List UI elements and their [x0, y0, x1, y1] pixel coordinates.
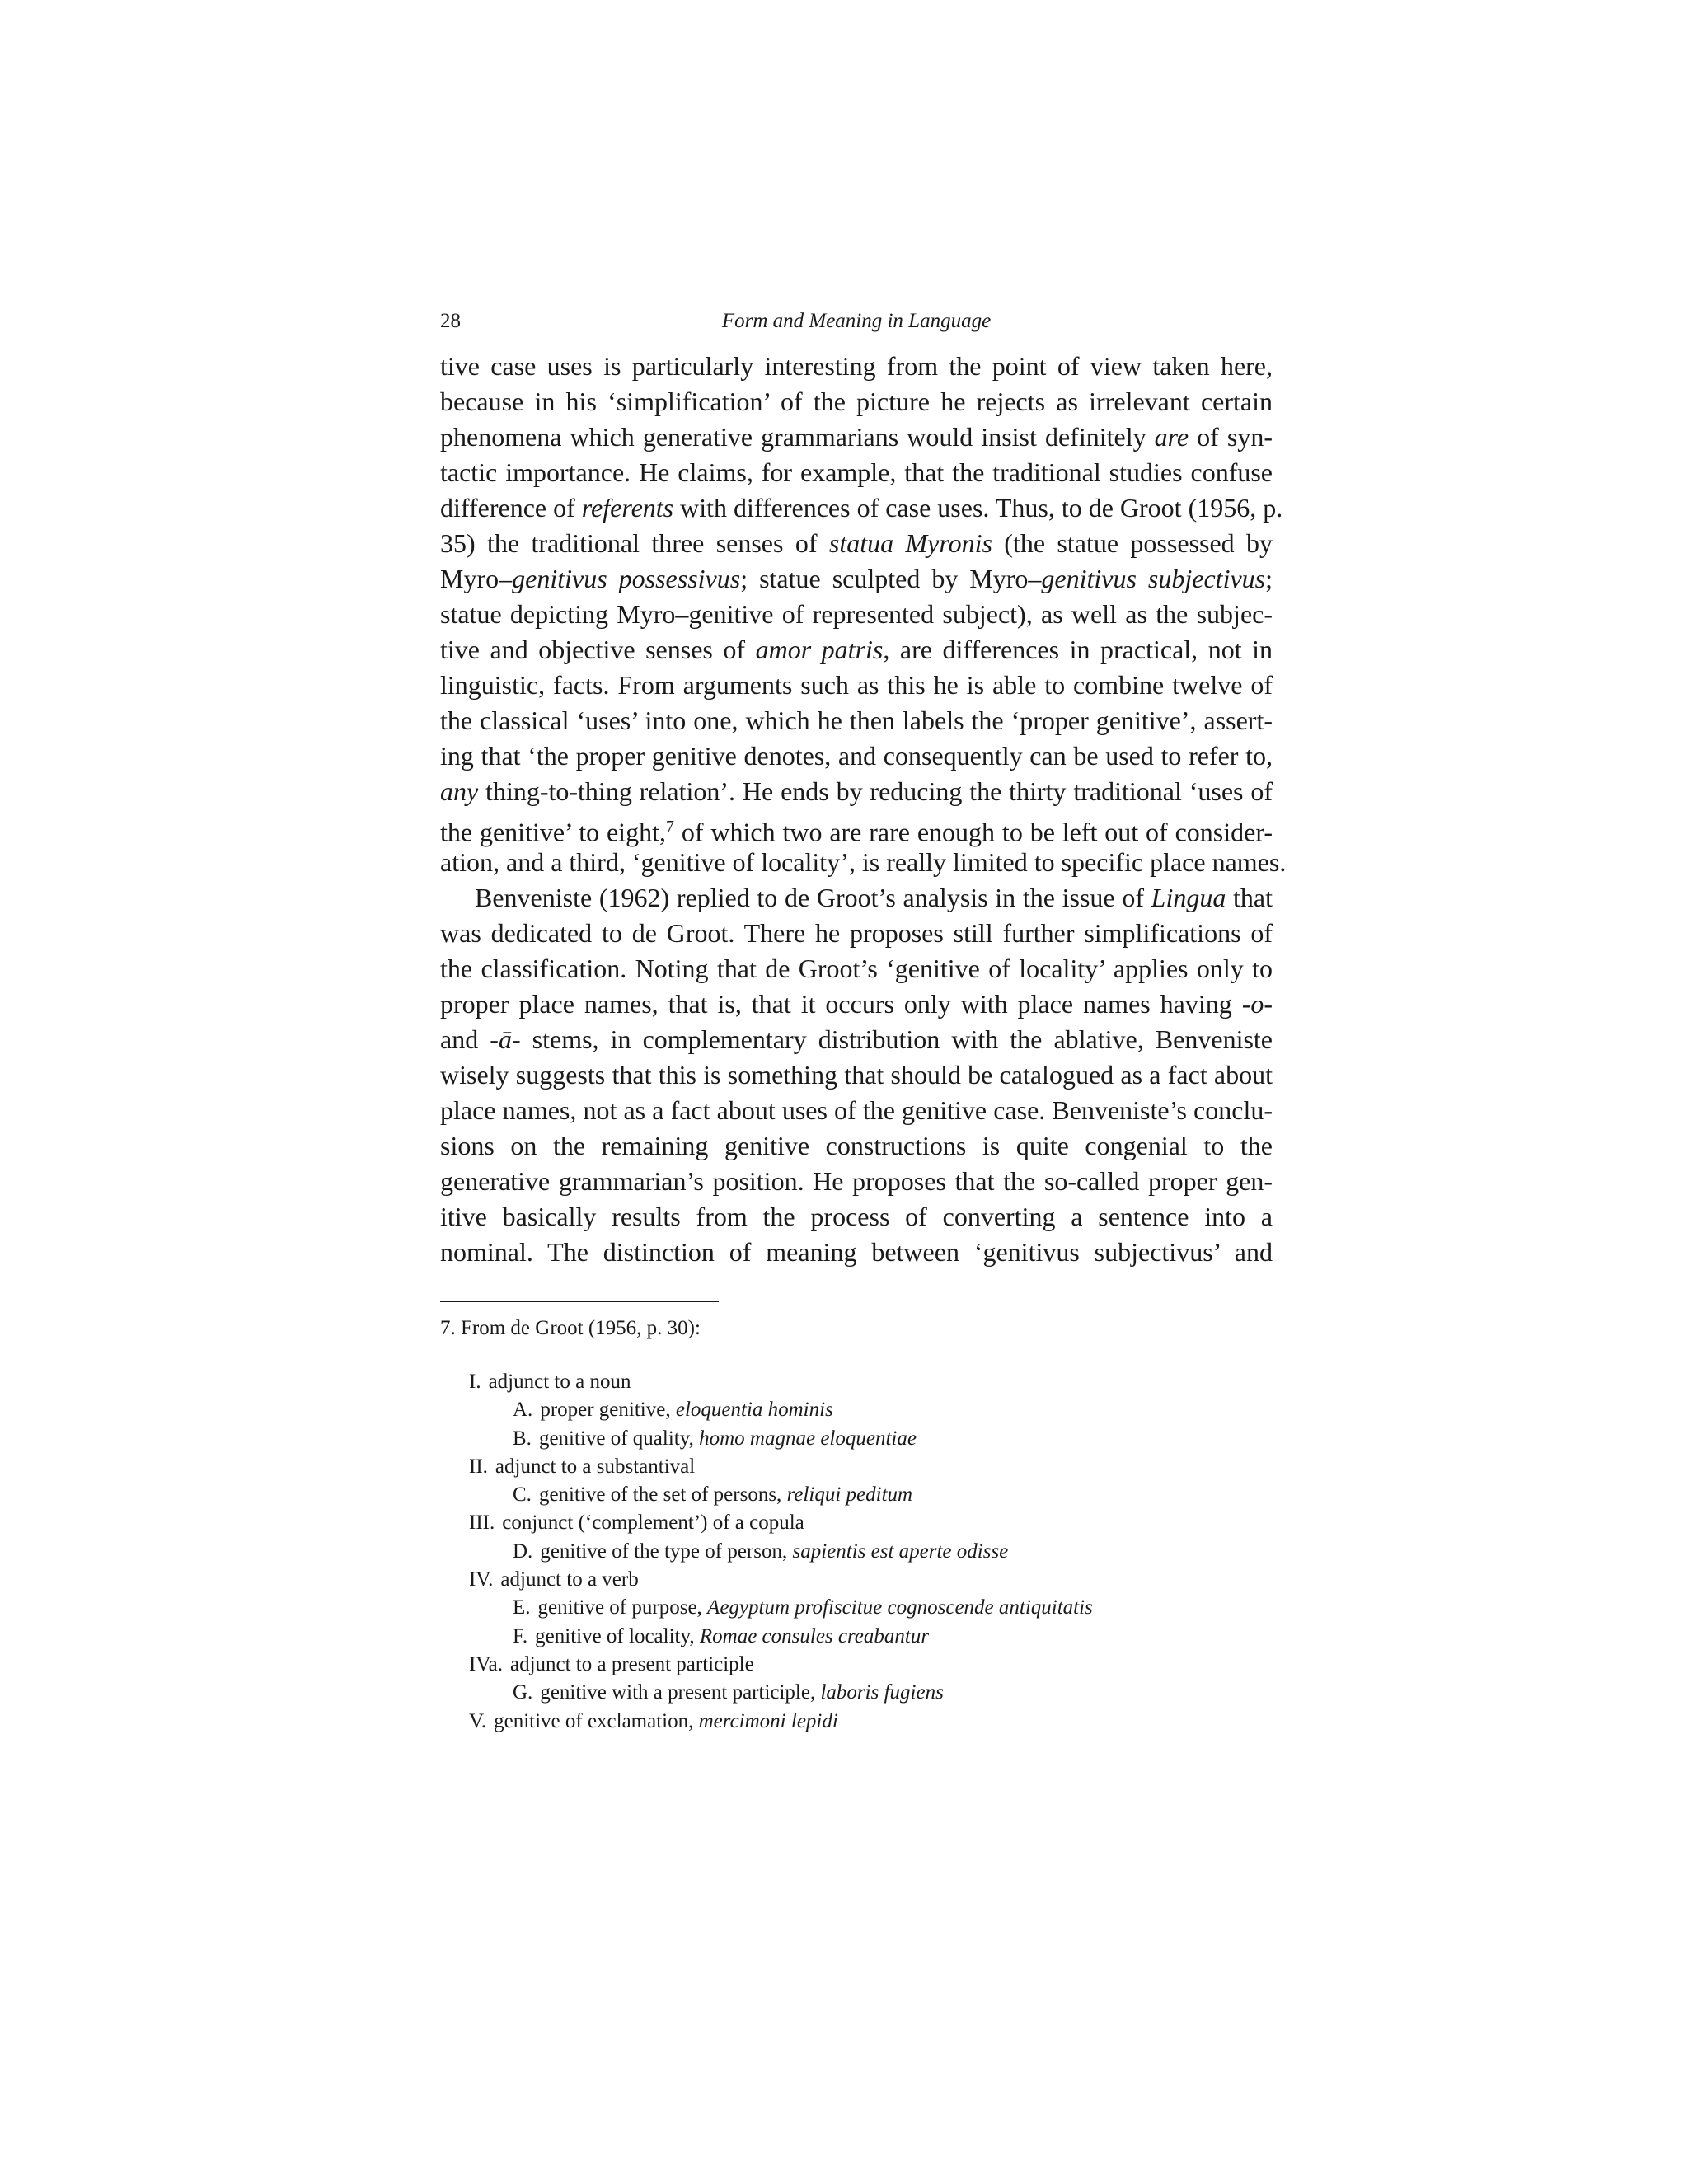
text-segment: statua Myronis: [828, 528, 992, 558]
footnote-item: [440, 1566, 1273, 1594]
footnote-item-text: adjunct to a verb: [500, 1568, 639, 1591]
text-line: [440, 880, 1273, 916]
footnote-item-text: adjunct to a substantival: [495, 1455, 696, 1478]
text-segment: 7: [665, 818, 674, 836]
text-segment: the classification. Noting that de Groot’s ‘genitive of locality’ applies only to: [440, 954, 1273, 983]
text-segment: ation, and a third, ‘genitive of locality’, is really limited to specific place names.: [440, 847, 1287, 877]
text-line: [440, 1057, 1273, 1093]
text-segment: statue depicting Myro–genitive of represented subject), as well as the subjec-: [440, 599, 1273, 629]
text-segment: , are differences in practical, not in: [883, 635, 1273, 664]
text-line: [440, 490, 1283, 526]
text-line: [440, 987, 1273, 1022]
text-line: [440, 349, 1273, 384]
text-line: [440, 561, 1273, 597]
text-segment: of syn-: [1189, 422, 1273, 452]
text-segment: because in his ‘simplification’ of the picture he rejects as irrelevant certain: [440, 387, 1273, 416]
footnote-item-label: F.: [513, 1624, 528, 1647]
footnote-item-label: IVa.: [469, 1652, 503, 1675]
footnote-list: [440, 1368, 1273, 1736]
text-segment: linguistic, facts. From arguments such as this he is able to combine twelve of: [440, 670, 1273, 700]
footnote-item-text: genitive of quality,: [538, 1427, 700, 1450]
footnote-item-example: homo magnae eloquentiae: [699, 1427, 917, 1450]
text-line: [440, 703, 1273, 738]
text-line: [440, 845, 1287, 880]
footnote-item-label: E.: [513, 1596, 531, 1619]
footnote-item: [440, 1538, 1273, 1566]
footnote-item-label: IV.: [469, 1568, 494, 1591]
text-segment: wisely suggests that this is something that should be catalogued as a fact about: [440, 1060, 1273, 1090]
text-line: [440, 1128, 1273, 1164]
text-segment: that: [1226, 883, 1273, 912]
footnote-item: [440, 1368, 1273, 1396]
footnote-item-text: genitive of purpose,: [537, 1596, 708, 1619]
footnote-item-label: B.: [513, 1427, 532, 1450]
footnote-item-text: genitive of exclamation,: [494, 1709, 699, 1732]
text-line: [440, 1022, 1273, 1057]
text-segment: ; statue sculpted by Myro–: [740, 564, 1042, 593]
text-line: [440, 1164, 1273, 1199]
text-segment: stems, in complementary distribution with the ablative, Benveniste: [520, 1024, 1273, 1054]
text-line: [440, 632, 1273, 668]
text-segment: thing-to-thing relation’. He ends by reducing the thirty traditional ‘uses of: [478, 776, 1273, 806]
text-segment: genitivus possessivus: [512, 564, 741, 593]
footnote-item-example: Romae consules creabantur: [699, 1624, 930, 1647]
footnote-item-text: conjunct (‘complement’) of a copula: [502, 1511, 804, 1535]
text-segment: Lingua: [1151, 883, 1226, 912]
footnote-item-label: A.: [513, 1399, 533, 1422]
text-segment: phenomena which generative grammarians would insist definitely: [440, 422, 1155, 452]
footnote-item-label: II.: [469, 1455, 488, 1478]
footnote: [440, 1315, 1273, 1736]
text-line: [440, 526, 1273, 561]
text-line: [440, 1199, 1273, 1235]
text-segment: itive basically results from the process of converting a sentence into a: [440, 1202, 1273, 1231]
footnote-item: [440, 1651, 1273, 1679]
text-line: [440, 455, 1273, 490]
text-line: [440, 597, 1273, 632]
text-line: [440, 809, 1273, 845]
footnote-item-label: III.: [469, 1511, 495, 1535]
text-line: [440, 951, 1273, 987]
footnote-item-label: I.: [469, 1371, 481, 1393]
footnote-item: [440, 1425, 1273, 1453]
footnote-item-label: C.: [513, 1483, 532, 1507]
footnote-item-label: V.: [469, 1709, 487, 1732]
text-segment: generative grammarian’s position. He proposes that the so-called proper gen-: [440, 1166, 1273, 1196]
text-segment: Benveniste (1962) replied to de Groot’s analysis in the issue of: [475, 883, 1151, 912]
footnote-item: [440, 1396, 1273, 1424]
text-segment: proper place names, that is, that it occurs only with place names having: [440, 989, 1242, 1019]
footnote-item-example: laboris fugiens: [820, 1681, 944, 1704]
running-head: [440, 305, 1273, 338]
text-line: [440, 668, 1273, 703]
text-line: [440, 1093, 1273, 1128]
text-segment: amor patris: [755, 635, 884, 664]
footnote-rule: [440, 1301, 719, 1302]
text-segment: genitivus subjectivus: [1041, 564, 1266, 593]
body-text: [440, 349, 1287, 1270]
footnote-item-text: genitive of locality,: [535, 1624, 700, 1647]
text-segment: with differences of case uses. Thus, to de Groot (1956, p.: [673, 493, 1283, 523]
text-segment: and: [440, 1024, 490, 1054]
text-segment: sions on the remaining genitive constructions is quite congenial to the: [440, 1131, 1273, 1160]
text-segment: -o-: [1241, 989, 1273, 1019]
text-segment: place names, not as a fact about uses of the genitive case. Benveniste’s conclu-: [440, 1095, 1273, 1125]
footnote-item-text: adjunct to a present participle: [509, 1652, 754, 1675]
text-line: [440, 419, 1273, 455]
text-line: [440, 1235, 1273, 1270]
text-segment: are: [1154, 422, 1189, 452]
text-segment: 35) the traditional three senses of: [440, 528, 829, 558]
footnote-item-label: G.: [513, 1681, 533, 1704]
text-segment: nominal. The distinction of meaning between ‘genitivus subjectivus’ and: [440, 1237, 1273, 1267]
text-segment: the classical ‘uses’ into one, which he then labels the ‘proper genitive’, assert-: [440, 705, 1273, 735]
footnote-item-example: Aegyptum profiscitue cognoscende antiquitatis: [707, 1596, 1093, 1619]
footnote-item: [440, 1481, 1273, 1509]
footnote-intro: 7. From de Groot (1956, p. 30):: [440, 1317, 701, 1339]
text-segment: the genitive’ to eight,: [440, 817, 666, 847]
running-title: Form and Meaning in Language: [721, 310, 992, 332]
footnote-item-text: genitive of the set of persons,: [538, 1483, 787, 1507]
text-segment: of which two are rare enough to be left out of consider-: [673, 817, 1273, 847]
text-segment: (the statue possessed by: [992, 528, 1273, 558]
text-segment: tactic importance. He claims, for example, that the traditional studies confuse: [440, 457, 1273, 487]
footnote-item-example: reliqui peditum: [786, 1483, 913, 1507]
footnote-item: [440, 1594, 1273, 1622]
footnote-item-example: mercimoni lepidi: [698, 1709, 838, 1732]
page-number: 28: [440, 310, 461, 332]
footnote-item-label: D.: [513, 1540, 533, 1563]
text-segment: tive case uses is particularly interesting from the point of view taken here,: [440, 351, 1273, 381]
footnote-item-example: sapientis est aperte odisse: [792, 1540, 1009, 1563]
text-segment: referents: [581, 493, 674, 523]
footnote-item: [440, 1708, 1273, 1736]
text-segment: tive and objective senses of: [440, 635, 756, 664]
text-segment: -ā-: [490, 1024, 521, 1054]
footnote-item: [440, 1623, 1273, 1651]
footnote-item-text: proper genitive,: [540, 1399, 676, 1422]
text-segment: difference of: [440, 493, 582, 523]
text-segment: ;: [1265, 564, 1273, 593]
text-segment: was dedicated to de Groot. There he proposes still further simplifications of: [440, 918, 1273, 948]
text-line: [440, 916, 1273, 951]
footnote-item: [440, 1679, 1273, 1707]
text-segment: ing that ‘the proper genitive denotes, and consequently can be used to refer to,: [440, 741, 1273, 771]
text-line: [440, 774, 1273, 809]
footnote-item: [440, 1453, 1273, 1481]
footnote-item-text: genitive with a present participle,: [540, 1681, 821, 1704]
footnote-item-text: genitive of the type of person,: [540, 1540, 793, 1563]
text-line: [440, 738, 1273, 774]
text-line: [440, 384, 1273, 419]
footnote-item-text: adjunct to a noun: [488, 1371, 631, 1393]
footnote-item: [440, 1509, 1273, 1537]
text-segment: Myro–: [440, 564, 513, 593]
footnote-item-example: eloquentia hominis: [675, 1399, 833, 1422]
text-segment: any: [440, 776, 479, 806]
